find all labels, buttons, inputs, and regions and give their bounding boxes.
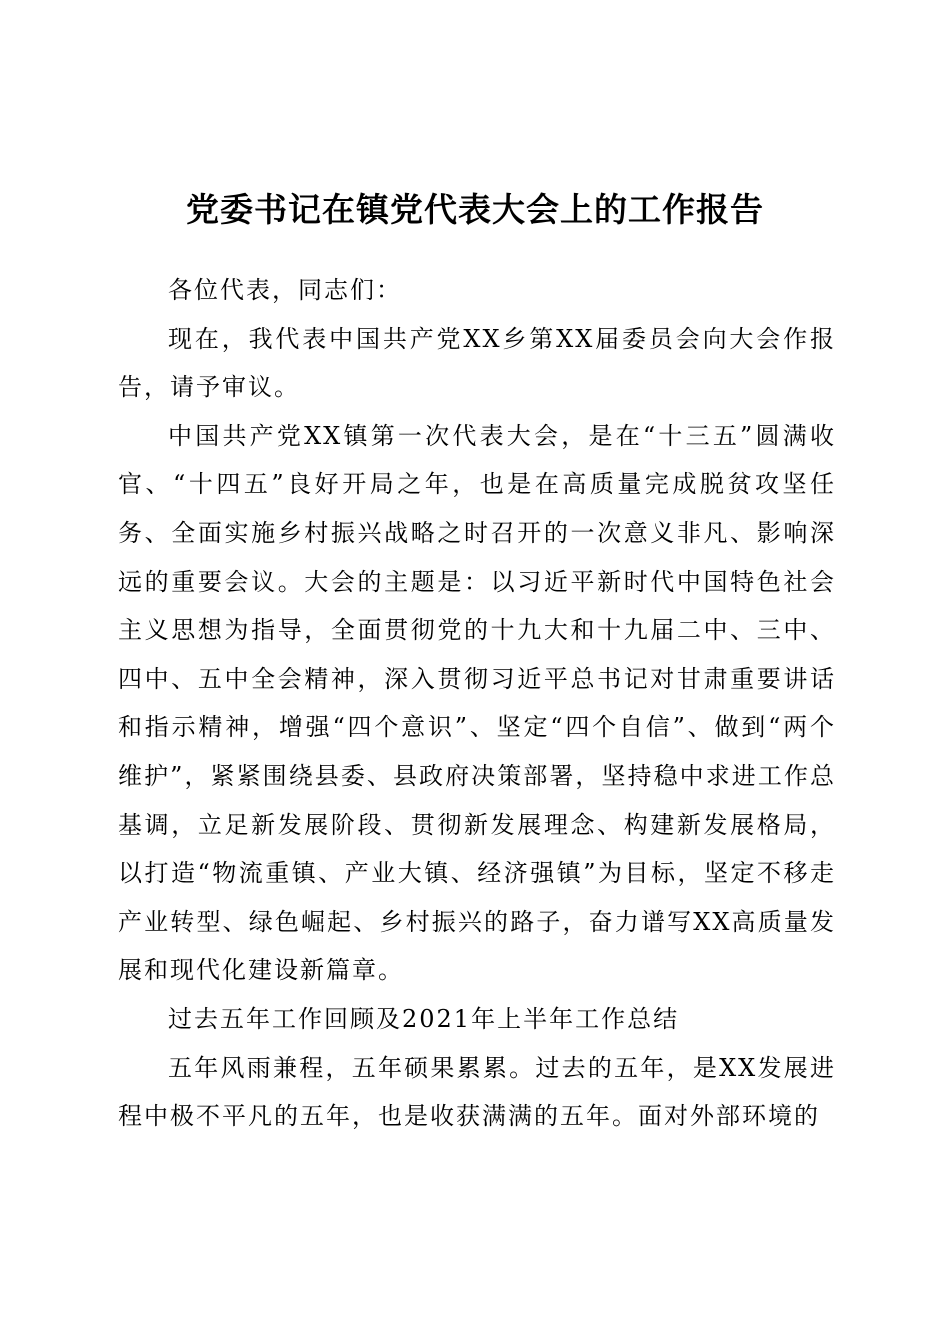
document-body: [118, 266, 836, 1141]
section-heading: 过去五年工作回顾及2021年上半年工作总结: [168, 1004, 680, 1033]
paragraph-salutation: 各位代表，同志们：: [168, 276, 402, 304]
paragraph-review: 五年风雨兼程，五年硕果累累。过去的五年，是XX发展进程中极不平凡的五年，也是收获满满的五年。面对外部环境的: [118, 1053, 836, 1131]
paragraph-theme: 中国共产党XX镇第一次代表大会，是在“十三五”圆满收官、“十四五”良好开局之年，也是在高质量完成脱贫攻坚任务、全面实施乡村振兴战略之时召开的一次意义非凡、影响深远的重要会议。大会的主题是：以习近平新时代中国特色社会主义思想为指导，全面贯彻党的十九大和十九届二中、三中、四中、五中全会精神，深入贯彻习近平总书记对甘肃重要讲话和指示精神，增强“四个意识”、坚定“四个自信”、做到“两个维护”，紧紧围绕县委、县政府决策部署，坚持稳中求进工作总基调，立足新发展阶段、贯彻新发展理念、构建新发展格局，以打造“物流重镇、产业大镇、经济强镇”为目标，坚定不移走产业转型、绿色崛起、乡村振兴的路子，奋力谱写XX高质量发展和现代化建设新篇章。: [118, 421, 836, 985]
document-title: 党委书记在镇党代表大会上的工作报告: [186, 190, 764, 229]
paragraph-opening: 现在，我代表中国共产党XX乡第XX届委员会向大会作报告，请予审议。: [118, 324, 836, 402]
